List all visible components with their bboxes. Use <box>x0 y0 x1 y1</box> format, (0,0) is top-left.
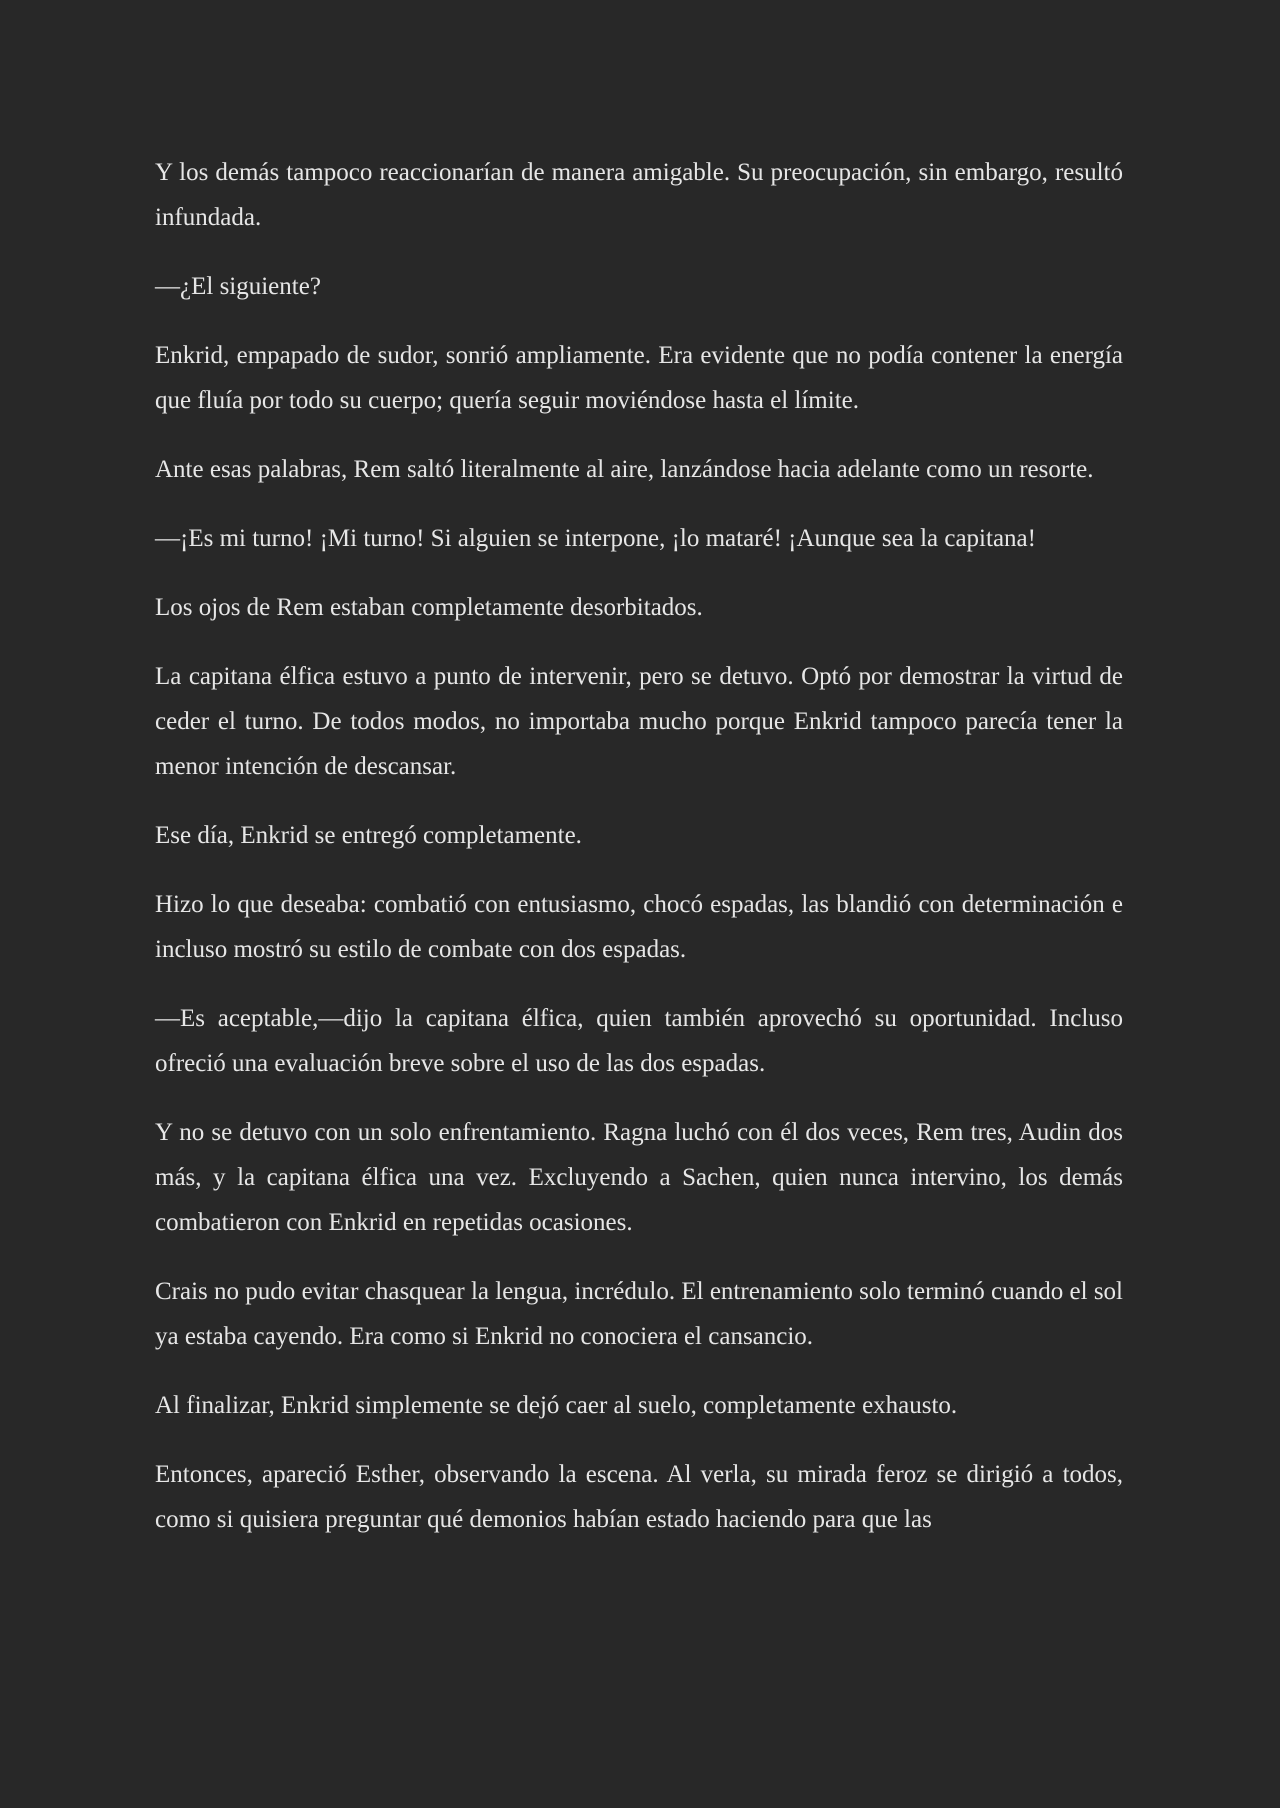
paragraph-7: La capitana élfica estuvo a punto de intervenir, pero se detuvo. Optó por demostrar la virtud de ceder el turno. De todos modos, no importaba mucho porque Enkrid tampoco parecía tener la menor intención de descansar. <box>155 663 1123 780</box>
paragraph-3: Enkrid, empapado de sudor, sonrió ampliamente. Era evidente que no podía contener la energía que fluía por todo su cuerpo; quería seguir moviéndose hasta el límite. <box>155 342 1123 414</box>
paragraph-12: Crais no pudo evitar chasquear la lengua, incrédulo. El entrenamiento solo terminó cuando el sol ya estaba cayendo. Era como si Enkrid no conociera el cansancio. <box>155 1278 1123 1350</box>
paragraph-8: Ese día, Enkrid se entregó completamente. <box>155 822 582 849</box>
paragraph-9: Hizo lo que deseaba: combatió con entusiasmo, chocó espadas, las blandió con determinación e incluso mostró su estilo de combate con dos espadas. <box>155 891 1123 963</box>
paragraph-11: Y no se detuvo con un solo enfrentamiento. Ragna luchó con él dos veces, Rem tres, Audin dos más, y la capitana élfica una vez. Excluyendo a Sachen, quien nunca intervino, los demás combatieron con Enkrid en repetidas ocasiones. <box>155 1119 1123 1236</box>
paragraph-10: —Es aceptable,—dijo la capitana élfica, quien también aprovechó su oportunidad. Incluso ofreció una evaluación breve sobre el uso de las dos espadas. <box>155 1005 1123 1077</box>
paragraph-1: Y los demás tampoco reaccionarían de manera amigable. Su preocupación, sin embargo, resultó infundada. <box>155 159 1123 231</box>
paragraph-4: Ante esas palabras, Rem saltó literalmente al aire, lanzándose hacia adelante como un resorte. <box>155 456 1094 483</box>
paragraph-6: Los ojos de Rem estaban completamente desorbitados. <box>155 594 703 621</box>
reader-page <box>155 150 1123 1566</box>
paragraph-14: Entonces, apareció Esther, observando la escena. Al verla, su mirada feroz se dirigió a todos, como si quisiera preguntar qué demonios habían estado haciendo para que las <box>155 1461 1123 1533</box>
paragraph-5: —¡Es mi turno! ¡Mi turno! Si alguien se interpone, ¡lo mataré! ¡Aunque sea la capitana! <box>155 525 1036 552</box>
paragraph-2: —¿El siguiente? <box>155 273 321 300</box>
paragraph-13: Al finalizar, Enkrid simplemente se dejó caer al suelo, completamente exhausto. <box>155 1392 958 1419</box>
